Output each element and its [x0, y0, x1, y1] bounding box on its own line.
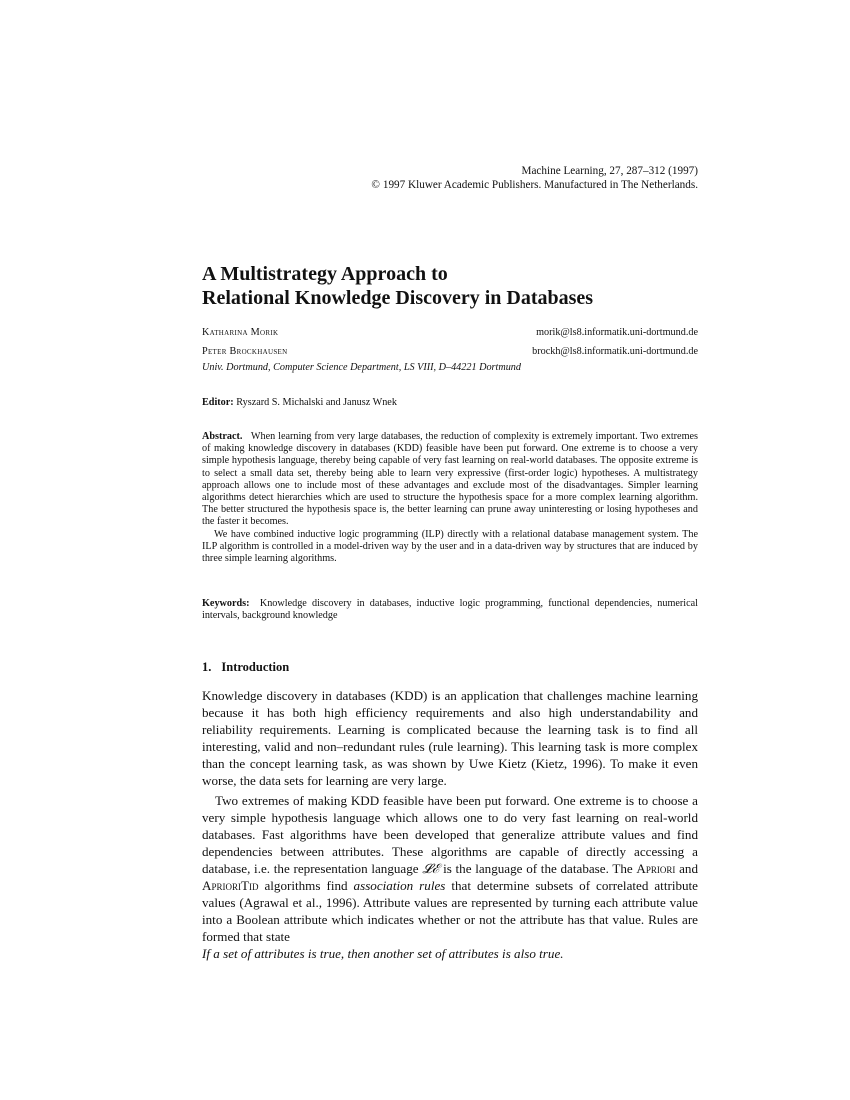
title-line-1: A Multistrategy Approach to	[202, 263, 448, 285]
editor-names: Ryszard S. Michalski and Janusz Wnek	[236, 397, 397, 408]
abstract-label: Abstract.	[202, 431, 243, 442]
body-text-run: algorithms find	[258, 877, 354, 893]
author-row	[202, 346, 698, 357]
algorithm-name: Apriori	[636, 861, 676, 877]
keywords-paragraph	[202, 598, 698, 622]
algorithm-name: AprioriTid	[202, 877, 259, 893]
keywords-text: Knowledge discovery in databases, inductive logic programming, functional dependencies, numerical intervals, background knowledge	[202, 598, 699, 622]
section-number: 1.	[202, 660, 212, 674]
body-paragraph: Knowledge discovery in databases (KDD) is an application that challenges machine learning because it has both high efficiency requirements and also high understandability and reliability requirements. Learning is complicated because the learning task is to find all interesting, valid and non–redundant rules (rule learning). This learning task is more complex than the concept learning task, as was shown by Uwe Kietz (Kietz, 1996). To make it even worse, the data sets for learning are very large.	[202, 688, 698, 788]
affiliation: Univ. Dortmund, Computer Science Department, LS VIII, D–44221 Dortmund	[202, 362, 521, 373]
rule-statement: If a set of attributes is true, then another set of attributes is also true.	[202, 945, 564, 961]
section-title: Introduction	[221, 660, 290, 674]
editor-label: Editor:	[202, 397, 234, 408]
author-email: brockh@ls8.informatik.uni-dortmund.de	[532, 346, 698, 357]
body-text-run: Two extremes of making KDD feasible have been put forward. One extreme is to choose a very simple hypothesis language which allows one to do very fast learning on real-world databases. Fast algorithms have been developed that generalize attribute values and find dependencies between attributes. These algorithms are capable of directly accessing a database, i.e. the representation language	[202, 793, 698, 877]
journal-header	[371, 164, 698, 192]
keywords-label: Keywords:	[202, 598, 250, 609]
body-text	[202, 688, 698, 963]
editor-line	[202, 397, 397, 408]
author-name: Katharina Morik	[202, 327, 279, 338]
abstract-paragraph: We have combined inductive logic programming (ILP) directly with a relational database management system. The ILP algorithm is controlled in a model-driven way by the user and in a data-driven way by structures that are induced by three simple learning algorithms.	[202, 528, 698, 565]
body-paragraph	[202, 793, 698, 945]
body-text-run: that determine subsets of correlated attribute values (Agrawal et al., 1996). Attribute values are represented by turning each attribute value into a Boolean attribute which indicates whether or not the attribute has that value. Rules are formed that state	[202, 877, 698, 944]
copyright-icon: ©	[371, 179, 380, 191]
author-row	[202, 327, 698, 338]
author-email: morik@ls8.informatik.uni-dortmund.de	[536, 327, 698, 338]
paper-title	[202, 262, 722, 310]
title-line-2: Relational Knowledge Discovery in Databases	[202, 287, 594, 309]
copyright-line	[371, 178, 698, 192]
term: association rules	[353, 877, 446, 893]
body-text-run: and	[675, 861, 698, 877]
copyright-text: 1997 Kluwer Academic Publishers. Manufactured in The Netherlands.	[382, 179, 698, 191]
body-text-run: is the language of the database. The	[439, 861, 637, 877]
abstract	[202, 431, 698, 565]
abstract-paragraph	[202, 431, 698, 529]
author-name: Peter Brockhausen	[202, 346, 288, 357]
keywords	[202, 598, 698, 622]
abstract-text: When learning from very large databases, the reduction of complexity is extremely important. Two extremes of making knowledge discovery in databases (KDD) feasible have been put forward. One extreme is to choose a very simple hypothesis language, thereby being capable of very fast learning on real-world databases. The opposite extreme is to select a small data set, thereby being able to learn very expressive (first-order logic) hypotheses. A multistrategy approach allows one to include most of these advantages and exclude most of the disadvantages. Simpler learning algorithms detect hierarchies which are used to structure the hypothesis space for a more complex learning algorithm. The better structured the hypothesis space is, the better learning can prune away uninteresting or losing hypotheses and the faster it becomes.	[202, 431, 698, 528]
journal-citation: Machine Learning, 27, 287–312 (1997)	[521, 165, 698, 177]
section-heading	[202, 660, 289, 675]
math-symbol: 𝓛ℰ	[422, 861, 440, 877]
